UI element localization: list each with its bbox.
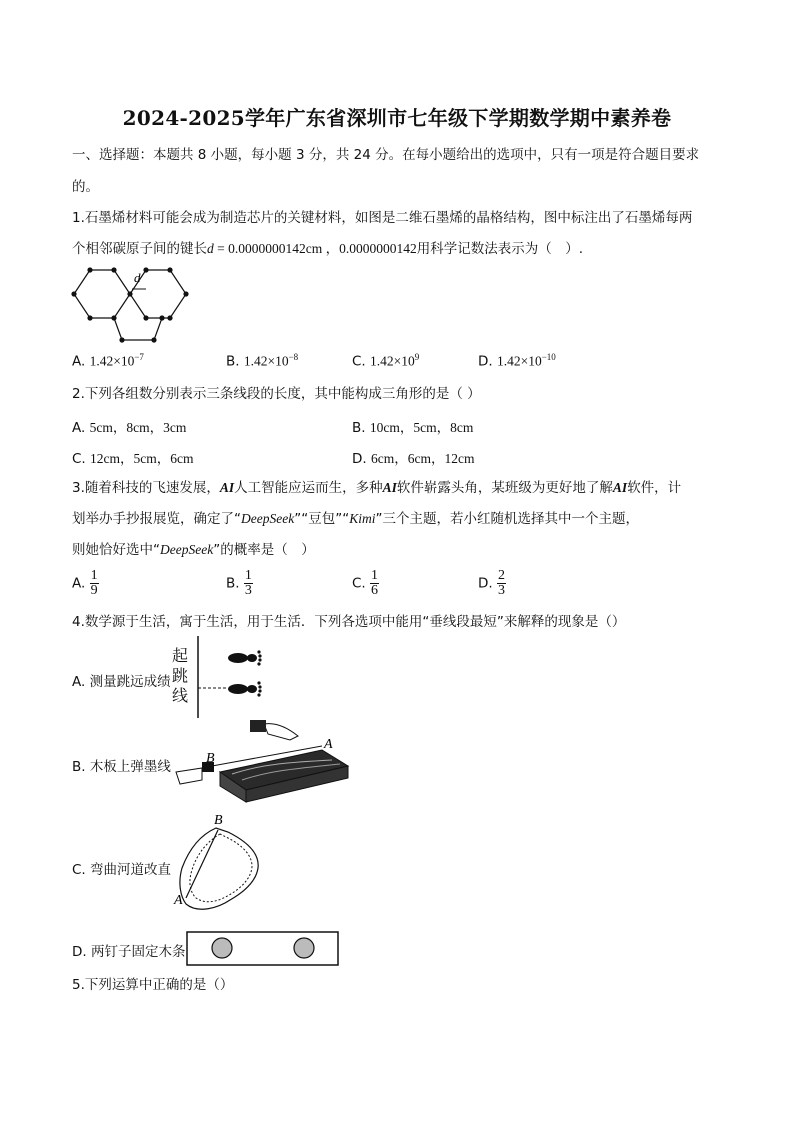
q2-option-d[interactable]: D. 6cm，6cm，12cm bbox=[352, 451, 475, 467]
q3-stem-line2: 划举办手抄报展览，确定了“DeepSeek”“豆包”“Kimi”三个主题，若小红随机选择其中一个主题， bbox=[72, 511, 639, 527]
q1-equation: = 0.0000000142cm ， bbox=[213, 241, 340, 256]
q1-stem-line2 bbox=[72, 240, 583, 258]
section-instructions-line2: 的。 bbox=[72, 179, 99, 195]
start-line-label: 起 跳 线 bbox=[172, 646, 189, 705]
long-jump-figure bbox=[192, 636, 272, 720]
q4-option-d[interactable]: D. 两钉子固定木条 bbox=[72, 944, 186, 960]
q3-option-d[interactable]: D. $\frac{2}{3}$ bbox=[478, 568, 505, 598]
ink-line-board-figure bbox=[172, 716, 352, 806]
q4-option-a[interactable]: A. 测量跳远成绩 bbox=[72, 674, 171, 690]
river-label-b: B bbox=[214, 813, 223, 828]
deepseek-term: DeepSeek bbox=[241, 511, 295, 526]
q3-stem-line3: 则她恰好选中“DeepSeek”的概率是（ ） bbox=[72, 542, 315, 558]
board-label-a: A bbox=[324, 737, 333, 752]
q3-option-a[interactable]: A. $\frac{1}{9}$ bbox=[72, 568, 98, 598]
q4-option-c[interactable]: C. 弯曲河道改直 bbox=[72, 862, 172, 878]
nail-icon bbox=[212, 938, 232, 958]
nail-icon bbox=[294, 938, 314, 958]
kimi-term: Kimi bbox=[349, 511, 376, 526]
q1-text-end: 用科学记数法表示为（ ）. bbox=[416, 241, 584, 257]
q2-option-a[interactable]: A. 5cm，8cm，3cm bbox=[72, 420, 187, 436]
deepseek-term-2: DeepSeek bbox=[160, 542, 214, 557]
q3-option-b[interactable]: B. $\frac{1}{3}$ bbox=[226, 568, 252, 598]
q2-option-c[interactable]: C. 12cm，5cm，6cm bbox=[72, 451, 194, 467]
q4-option-b[interactable]: B. 木板上弹墨线 bbox=[72, 759, 171, 775]
wooden-strip-figure bbox=[186, 930, 340, 968]
board-label-b: B bbox=[206, 751, 215, 766]
q1-stem-line1: 1.石墨烯材料可能会成为制造芯片的关键材料，如图是二维石墨烯的晶格结构，图中标注出了石墨烯每两 bbox=[72, 210, 693, 226]
ai-term-2: AI bbox=[382, 480, 397, 495]
graphene-d-label: d bbox=[134, 270, 141, 285]
ai-term-3: AI bbox=[612, 480, 628, 495]
river-label-a: A bbox=[174, 893, 183, 908]
section-instructions-line1: 一、选择题：本题共 8 小题，每小题 3 分，共 24 分。在每小题给出的选项中，只有一项是符合题目要求 bbox=[72, 147, 700, 163]
graphene-lattice-figure bbox=[70, 262, 220, 348]
q1-option-d[interactable]: D. $1.42\times 10^{-10}$ bbox=[478, 352, 556, 370]
q1-text: 个相邻碳原子间的键长 bbox=[72, 241, 207, 257]
q4-stem: 4.数学源于生活，寓于生活，用于生活．下列各选项中能用“垂线段最短”来解释的现象是（） bbox=[72, 614, 626, 630]
q1-number: 0.0000000142 bbox=[339, 241, 417, 256]
river-figure bbox=[168, 812, 268, 920]
footprint-icon bbox=[228, 650, 262, 696]
q3-stem-line1: 3.随着科技的飞速发展，AI人工智能应运而生，多种AI软件崭露头角，某班级为更好地了解AI软件，计 bbox=[72, 480, 682, 496]
ai-term-1: AI bbox=[219, 480, 235, 495]
q1-option-b[interactable]: B. $1.42\times 10^{-8}$ bbox=[226, 352, 299, 370]
q2-stem: 2.下列各组数分别表示三条线段的长度，其中能构成三角形的是（ ） bbox=[72, 386, 481, 402]
page-title: 2024-2025学年广东省深圳市七年级下学期数学期中素养卷 bbox=[122, 106, 672, 130]
q1-option-c[interactable]: C. $1.42\times 10^9$ bbox=[352, 352, 420, 370]
q1-option-a[interactable]: A. $1.42\times 10^{-7}$ bbox=[72, 352, 144, 370]
q2-option-b[interactable]: B. 10cm，5cm，8cm bbox=[352, 420, 474, 436]
q3-option-c[interactable]: C. $\frac{1}{6}$ bbox=[352, 568, 379, 598]
q1-variable-d: d bbox=[207, 241, 214, 256]
q5-stem: 5.下列运算中正确的是（） bbox=[72, 977, 234, 993]
